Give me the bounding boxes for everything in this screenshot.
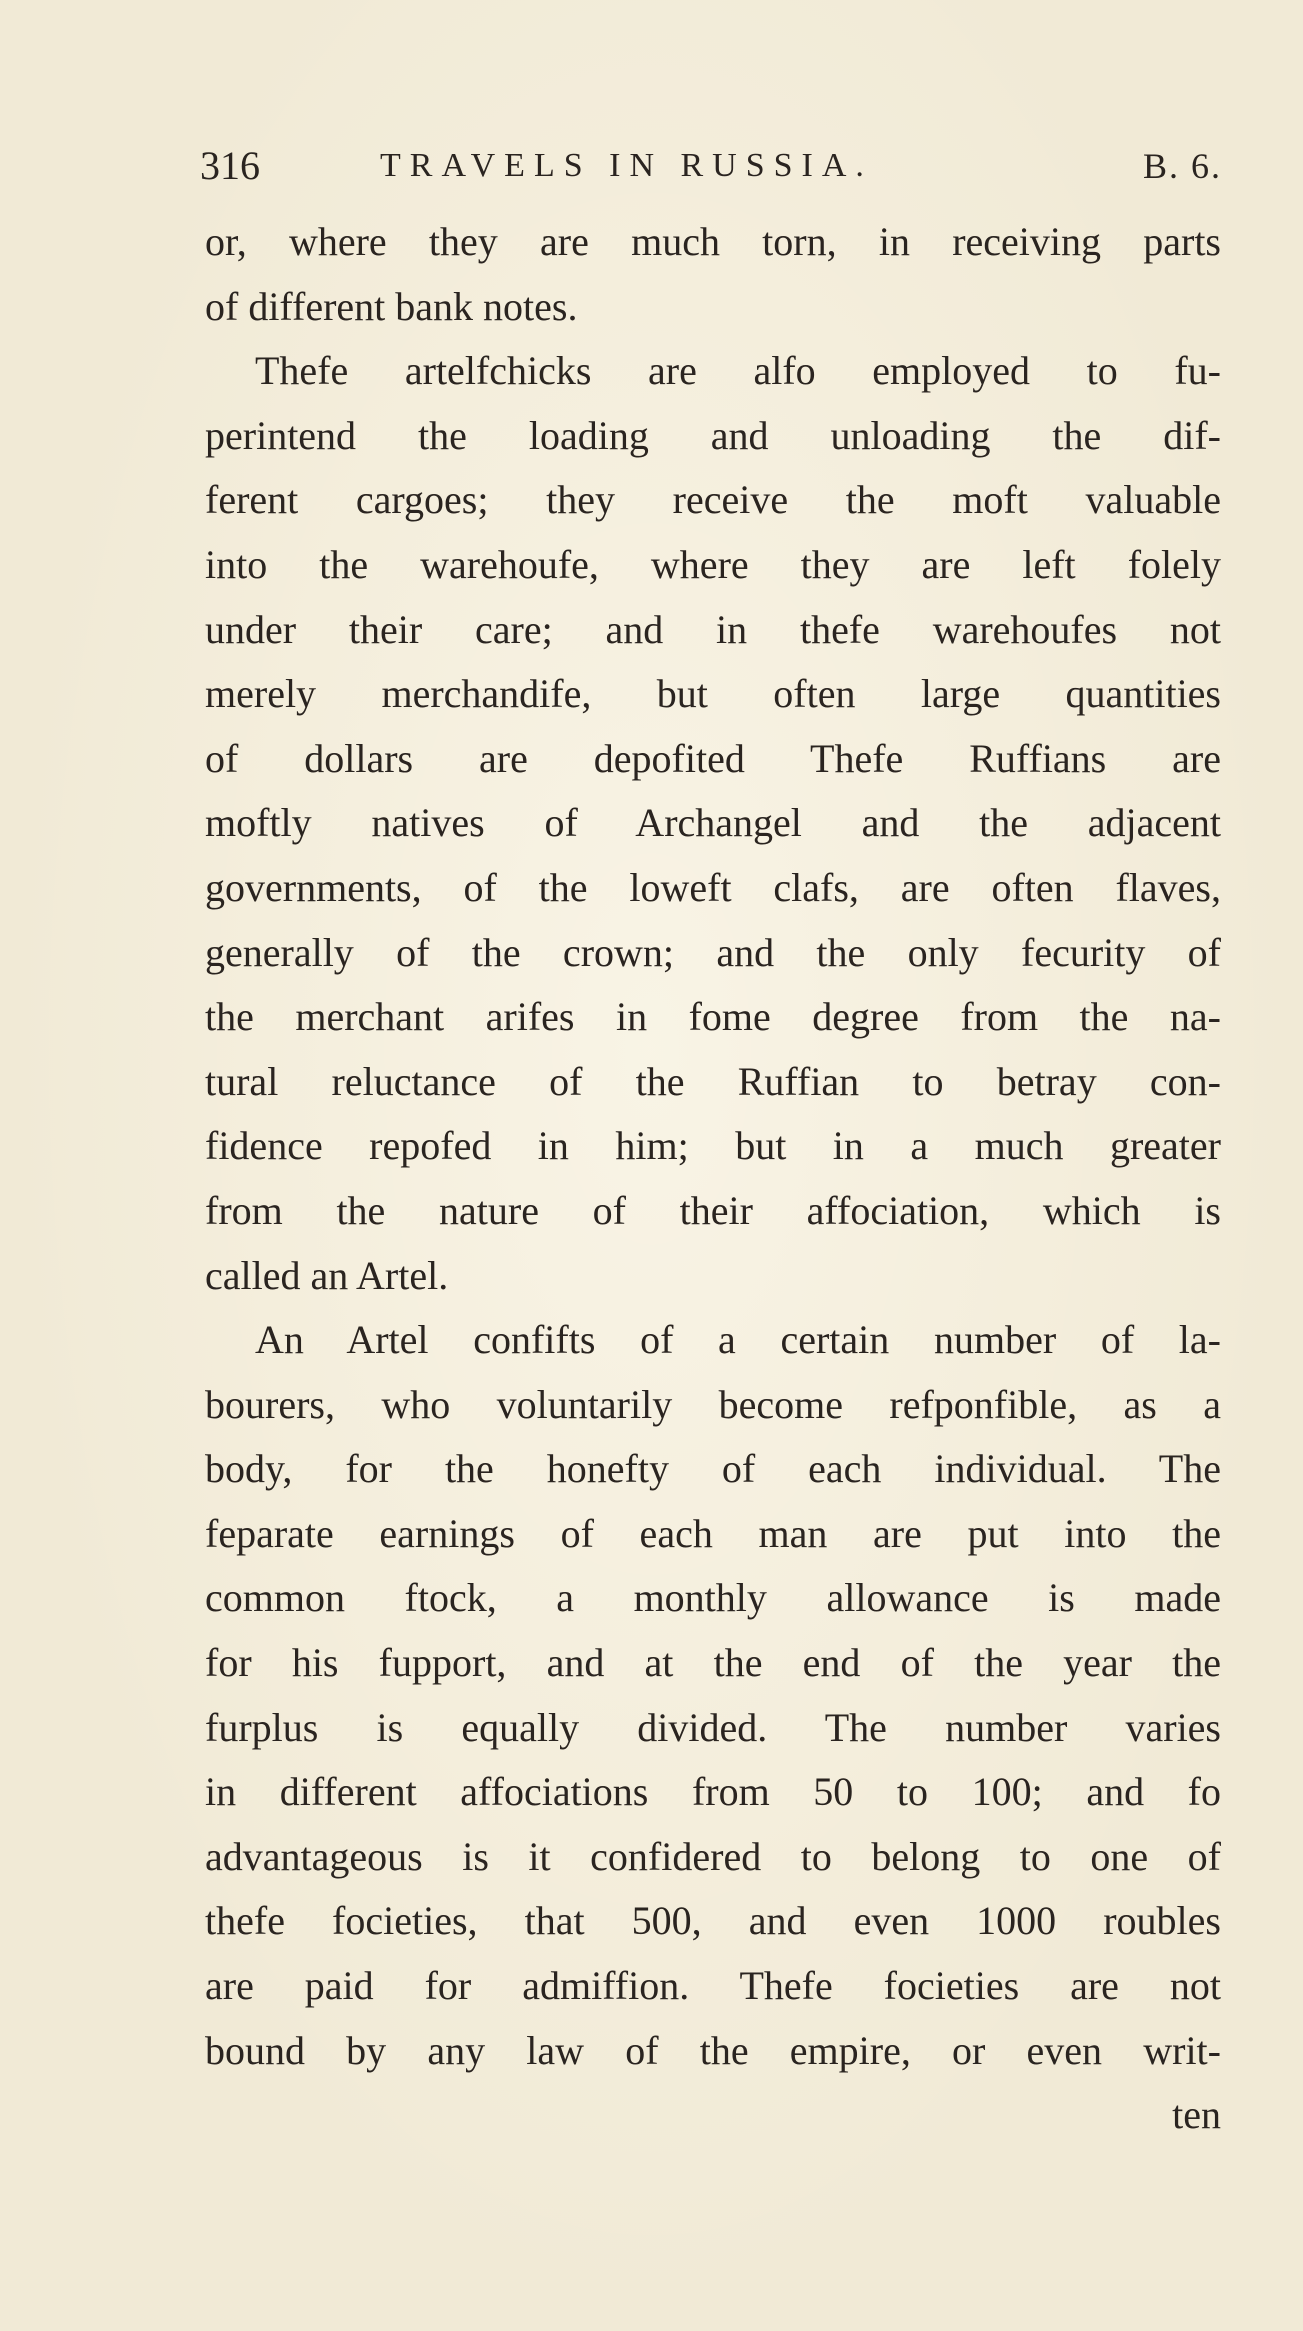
body-text (205, 210, 1221, 2148)
text-line: fidence repofed in him; but in a much greater (205, 1123, 1221, 1169)
text-line: are paid for admiffion. Thefe focieties are not (205, 1963, 1221, 2009)
running-title: TRAVELS IN RUSSIA. (380, 147, 873, 184)
text-line: thefe focieties, that 500, and even 1000 roubles (205, 1898, 1221, 1944)
text-line: perintend the loading and unloading the dif- (205, 412, 1221, 458)
text-line: ferent cargoes; they receive the moft valuable (205, 477, 1221, 523)
text-line: merely merchandife, but often large quantities (205, 671, 1221, 717)
text-line: feparate earnings of each man are put into the (205, 1510, 1221, 1556)
text-line: or, where they are much torn, in receiving parts (205, 219, 1221, 264)
text-line: body, for the honefty of each individual. The (205, 1446, 1221, 1492)
text-line: An Artel confifts of a certain number of la- (255, 1317, 1221, 1363)
text-line: of dollars are depofited Thefe Ruffians are (205, 735, 1221, 781)
text-line: into the warehoufe, where they are left folely (205, 541, 1221, 587)
catchword: ten (1172, 2092, 1221, 2138)
page-header (200, 136, 1222, 196)
text-line: advantageous is it confidered to belong to one of (205, 1833, 1221, 1879)
text-line: tural reluctance of the Ruffian to betray con- (205, 1058, 1221, 1104)
text-line: called an Artel. (205, 1252, 449, 1298)
text-line: the merchant arifes in fome degree from the na- (205, 994, 1221, 1040)
text-line: from the nature of their affociation, which is (205, 1187, 1221, 1233)
text-line: moftly natives of Archangel and the adjacent (205, 800, 1221, 846)
text-line: bourers, who voluntarily become refponfible, as a (205, 1381, 1221, 1427)
text-line: governments, of the loweft clafs, are often flaves, (205, 864, 1221, 910)
text-line: common ftock, a monthly allowance is made (205, 1575, 1221, 1621)
text-line: bound by any law of the empire, or even writ- (205, 2027, 1221, 2073)
book-reference: B. 6. (1142, 146, 1222, 186)
text-line: Thefe artelfchicks are alfo employed to fu- (255, 348, 1221, 394)
text-line: for his fupport, and at the end of the year the (205, 1640, 1221, 1686)
page-number: 316 (200, 143, 260, 188)
text-line: generally of the crown; and the only fecurity of (205, 929, 1221, 975)
text-line: under their care; and in thefe warehoufes not (205, 606, 1221, 652)
text-line: in different affociations from 50 to 100; and fo (205, 1769, 1221, 1815)
text-line: of different bank notes. (205, 283, 578, 329)
text-line: furplus is equally divided. The number varies (205, 1704, 1221, 1750)
